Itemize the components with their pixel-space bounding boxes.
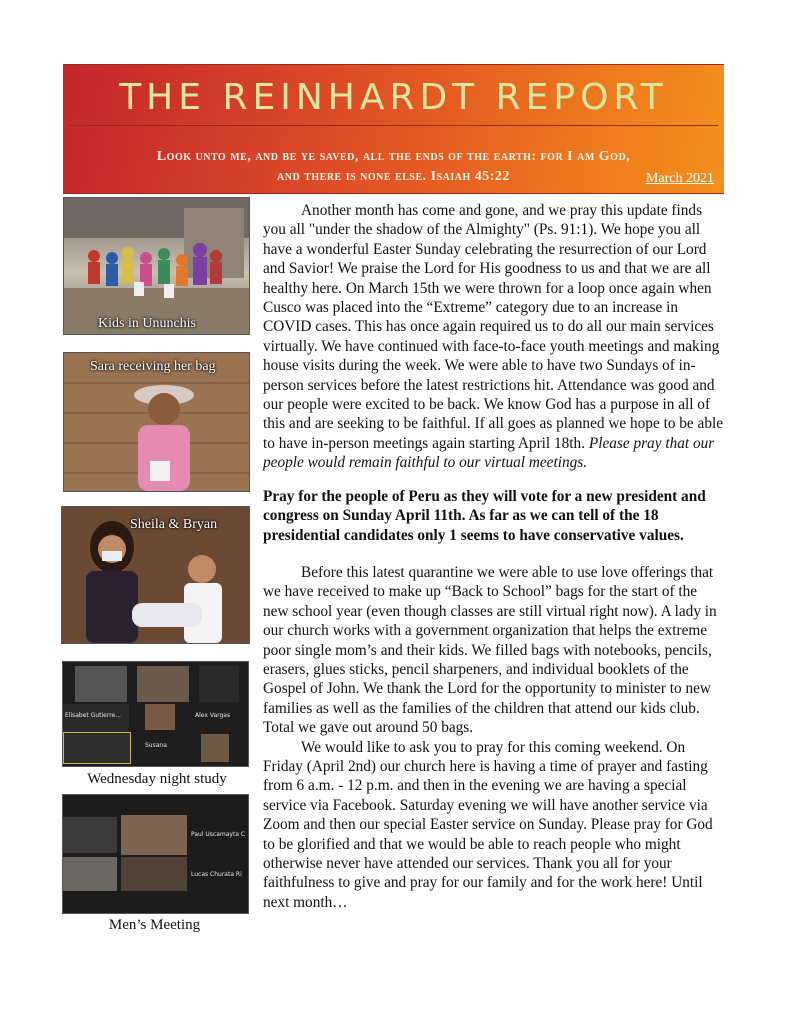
sheila-caption: Sheila & Bryan <box>130 517 218 532</box>
kids-photo <box>63 197 250 335</box>
wednesday-zoom-screenshot <box>62 661 249 767</box>
article-paragraph: Before this latest quarantine we were able to use love offerings that we have received to make up “Back to School” bags for the start of the new school year (even though classes are still virtual right now). A lady in our church works with a government organization that helps the extreme poor single mom’s and their kids. We filled bags with notebooks, pencils, erasers, glues sticks, pencil sharpeners, and individual booklets of the Gospel of John. We thank the Lord for the opportunity to minister to new families as well as the families of the children that attend our kids club. Total we gave out around 50 bags. <box>263 563 717 737</box>
zoom-tile <box>63 732 131 764</box>
newsletter-title: THE REINHARDT REPORT <box>119 77 668 118</box>
zoom-tile <box>63 857 117 891</box>
banner-verse <box>83 147 704 187</box>
zoom-tile <box>137 666 189 702</box>
paragraph-text: Another month has come and gone, and we pray this update finds you all "under the shadow of the Almighty" (Ps. 91:1). We hope you all have a wonderful Easter Sunday celebrating the resurrection of our Lord and Savior! We praise the Lord for His goodness to us and that we are all healthy here. On March 15th we were thrown for a loop once again when Cusco was placed into the “Extreme” category due to an increase in COVID cases. This has once again required us to do all our main services virtually. We have continued with face-to-face youth meetings and making house visits during the week. We were able to have two Sundays of in-person services before the latest restrictions hit. Attendance was good and our people were excited to be back. We know God has a purpose in all of this and are seeking to be faithful. If all goes as planned we hope to be able to have in-person meetings again starting April 18th. <box>263 202 724 452</box>
sheila-bryan-photo <box>61 506 250 644</box>
wednesday-caption: Wednesday night study <box>87 771 227 787</box>
kids-caption: Kids in Ununchis <box>98 316 196 331</box>
zoom-participant-label: Susana <box>145 742 167 749</box>
banner-divider <box>69 125 718 126</box>
peru-election-prayer: Pray for the people of Peru as they will vote for a new president and congress on Sunday April 11th. As far as we can tell of the 18 presidential candidates only 1 seems to have conservative values. <box>263 487 706 544</box>
newsletter-banner <box>63 64 724 194</box>
kids-group-illustration <box>64 198 249 334</box>
zoom-tile <box>201 734 229 762</box>
zoom-tile <box>121 815 187 855</box>
zoom-participant-label: Alex Vargas <box>195 712 231 719</box>
zoom-tile <box>75 666 127 702</box>
mens-meeting-caption: Men’s Meeting <box>108 917 201 933</box>
zoom-tile <box>121 857 187 891</box>
sara-caption: Sara receiving her bag <box>90 359 216 374</box>
article-paragraph <box>263 201 725 473</box>
mens-meeting-zoom-screenshot <box>62 794 249 914</box>
zoom-tile <box>199 666 239 702</box>
sara-photo <box>63 352 250 492</box>
issue-date: March 2021 <box>645 171 714 186</box>
article-paragraph: We would like to ask you to pray for this coming weekend. On Friday (April 2nd) our church here is having a time of prayer and fasting from 6 a.m. - 12 p.m. and then in the evening we are having a special service via Facebook. Saturday evening we will have another service via Zoom and then our special Easter service on Sunday. Please pray for God to be glorified and that we would be able to reach people who might otherwise never have attended our services. Thank you all for your faithfulness to give and pray for our family and for the work here! Until next month… <box>263 738 713 911</box>
zoom-participant-label: Paul Uscamayta C <box>191 831 246 838</box>
zoom-tile <box>63 817 117 853</box>
prayer-request-italic: Please pray that our people would remain faithful to our virtual meetings. <box>263 434 715 472</box>
zoom-tile <box>145 704 175 730</box>
verse-line-2: and there is none else. Isaiah 45:22 <box>277 169 510 184</box>
verse-line-1: Look unto me, and be ye saved, all the ends of the earth: for I am God, <box>156 149 631 164</box>
zoom-participant-label: Elisabet Gutierre... <box>65 712 121 719</box>
zoom-participant-label: Lucas Churata Ri <box>191 871 242 878</box>
article-body <box>263 201 725 912</box>
